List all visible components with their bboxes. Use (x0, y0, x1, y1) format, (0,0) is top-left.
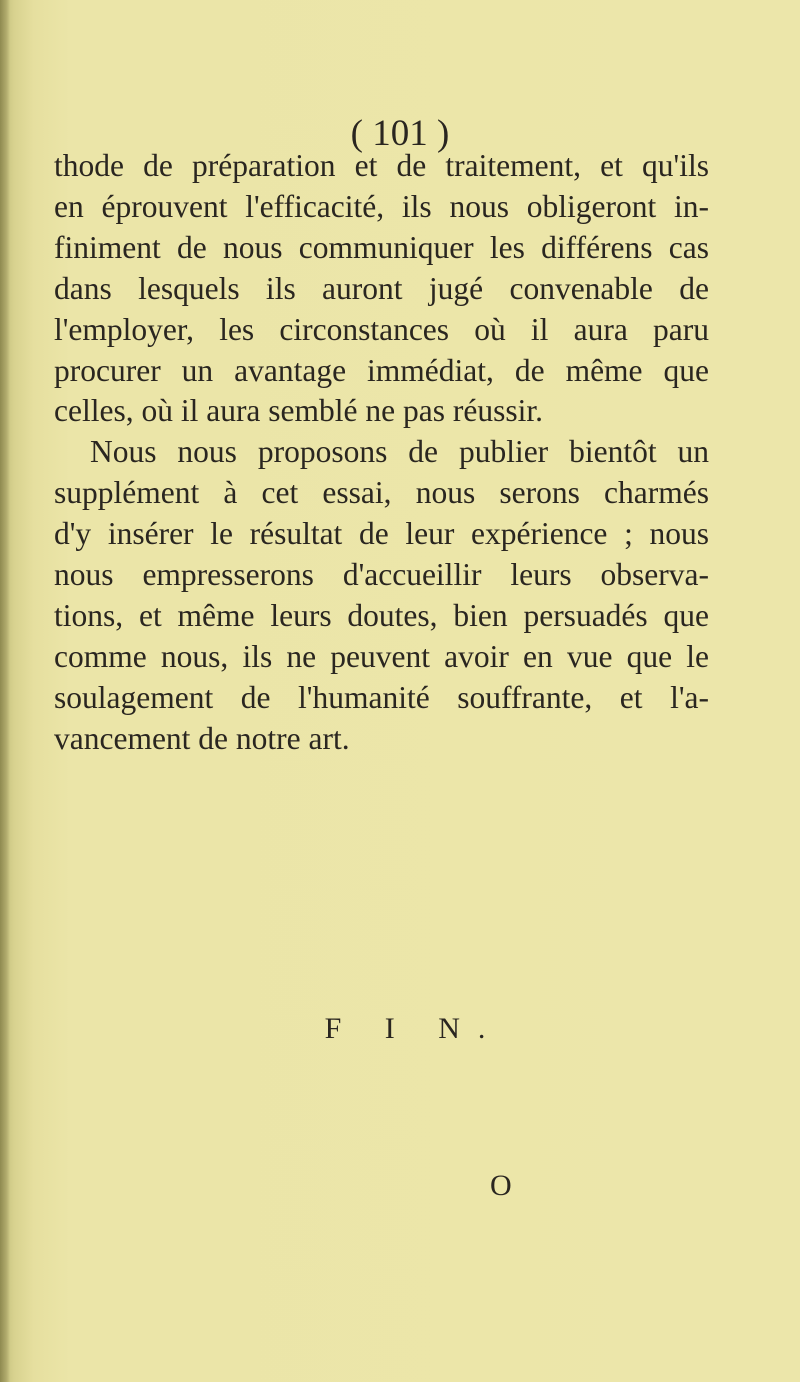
body-text (54, 146, 709, 760)
text-line: d'y insérer le résultat de leur expérience ; nous (54, 516, 709, 552)
text-line: Nous nous proposons de publier bientôt un (90, 434, 709, 470)
text-line: nous empresserons d'accueillir leurs observa- (54, 557, 709, 593)
text-line: thode de préparation et de traitement, et qu'ils (54, 148, 709, 183)
text-line: procurer un avantage immédiat, de même que (54, 352, 709, 388)
text-line: soulagement de l'humanité souffrante, et l'a- (54, 679, 709, 715)
signature-mark: O (490, 1169, 512, 1202)
text-line: l'employer, les circonstances où il aura paru (54, 311, 709, 347)
text-line: supplément à cet essai, nous serons charmés (54, 475, 709, 511)
text-line: en éprouvent l'efficacité, ils nous obligeront in- (54, 188, 709, 224)
binding-gutter (0, 0, 10, 1382)
text-line: vancement de notre art. (54, 720, 350, 756)
text-line: comme nous, ils ne peuvent avoir en vue que le (54, 638, 709, 674)
text-line: tions, et même leurs doutes, bien persuadés que (54, 597, 709, 633)
text-line: dans lesquels ils auront jugé convenable de (54, 270, 709, 306)
fin-heading: F I N. (324, 1012, 504, 1045)
page-number: ( 101 ) (350, 113, 450, 154)
text-line: celles, où il aura semblé ne pas réussir. (54, 393, 543, 429)
text-line: finiment de nous communiquer les différens cas (54, 229, 709, 265)
